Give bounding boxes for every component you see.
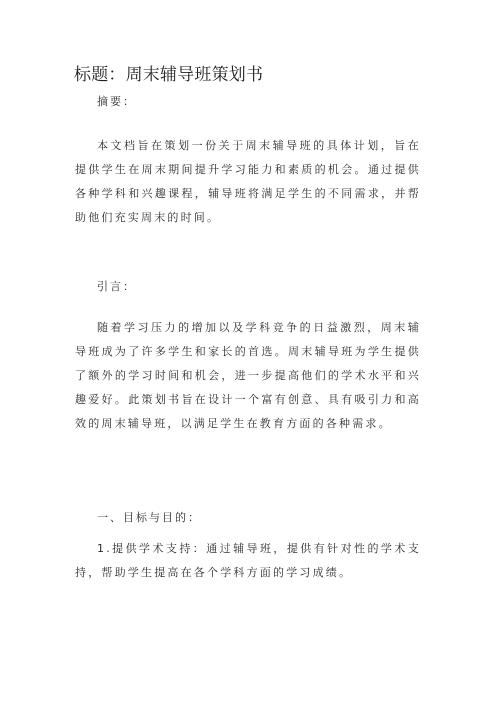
abstract-heading: 摘要： (97, 95, 136, 108)
document-title: 标题：周末辅导班策划书 (74, 65, 264, 85)
abstract-paragraph: 本文档旨在策划一份关于周末辅导班的具体计划，旨在提供学生在周末期间提升学习能力和素质的机会。通过提供各种学科和兴趣课程，辅导班将满足学生的不同需求，并帮助他们充实周末的时间。 (75, 139, 421, 224)
intro-heading: 引言： (97, 280, 136, 293)
section-heading-goals: 一、目标与目的： (97, 511, 201, 524)
goal-item-1: 1.提供学术支持：通过辅导班，提供有针对性的学术支持，帮助学生提高在各个学科方面的学习成绩。 (75, 542, 421, 579)
intro-paragraph: 随着学习压力的增加以及学科竞争的日益激烈，周末辅导班成为了许多学生和家长的首选。周末辅导班为学生提供了额外的学习时间和机会，进一步提高他们的学术水平和兴趣爱好。此策划书旨在设计一个富有创意、具有吸引力和高效的周末辅导班，以满足学生在教育方面的各种需求。 (75, 321, 421, 430)
